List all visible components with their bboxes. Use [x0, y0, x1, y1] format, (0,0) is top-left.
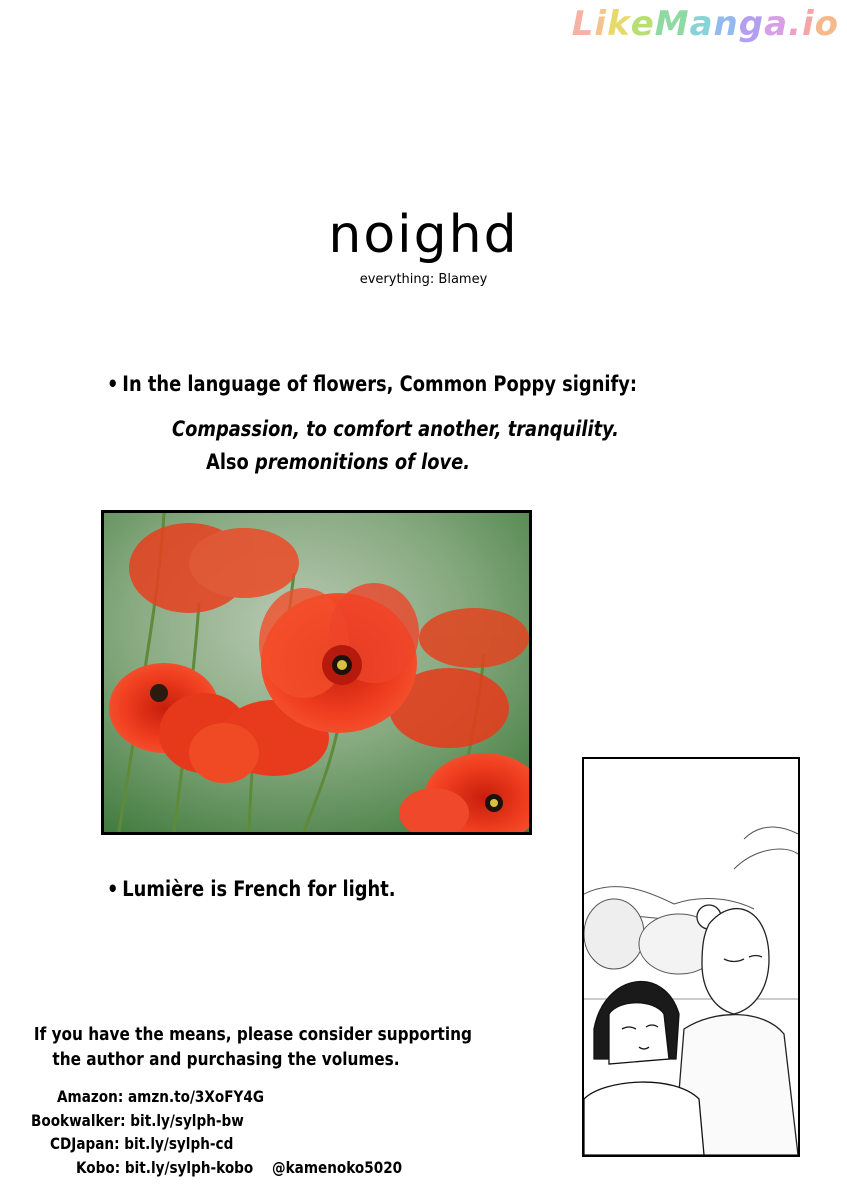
link-cdjapan[interactable]	[50, 1134, 233, 1153]
link-label: Amazon:	[57, 1087, 124, 1106]
page-title: noighd	[328, 205, 519, 265]
bullet-icon: •	[107, 372, 119, 396]
poppy-note	[107, 372, 637, 396]
watermark-letter: e	[630, 4, 655, 44]
watermark-letter: L	[571, 4, 595, 44]
poppy-meaning-1: Compassion, to comfort another, tranquility.	[172, 417, 619, 441]
site-watermark	[572, 4, 839, 44]
manga-panel-art	[584, 759, 798, 1155]
lumiere-note	[107, 877, 396, 901]
poppy-meaning-2	[206, 450, 470, 474]
watermark-letter: a	[689, 4, 714, 44]
link-label: Bookwalker:	[31, 1111, 126, 1130]
manga-panel	[582, 757, 800, 1157]
watermark-letter: M	[654, 4, 690, 44]
watermark-letter: o	[814, 4, 839, 44]
link-url[interactable]: bit.ly/sylph-cd	[124, 1134, 234, 1153]
watermark-letter: .	[788, 4, 802, 44]
poppy-photo	[101, 510, 532, 835]
link-amazon[interactable]	[57, 1087, 264, 1106]
poppy-photo-art	[104, 513, 529, 832]
link-kobo[interactable]	[76, 1158, 253, 1177]
link-label: Kobo:	[76, 1158, 121, 1177]
watermark-letter: n	[713, 4, 739, 44]
credits-subtitle: everything: Blamey	[359, 272, 488, 287]
watermark-letter: k	[607, 4, 631, 44]
support-line-2: the author and purchasing the volumes.	[52, 1049, 400, 1070]
link-url[interactable]: amzn.to/3XoFY4G	[128, 1087, 264, 1106]
poppy-note-text: In the language of flowers, Common Poppy signify:	[122, 372, 638, 396]
link-url[interactable]: bit.ly/sylph-bw	[130, 1111, 244, 1130]
lumiere-note-text: Lumière is French for light.	[122, 877, 396, 901]
link-bookwalker[interactable]	[31, 1111, 244, 1130]
support-line-1: If you have the means, please consider supporting	[33, 1024, 472, 1045]
link-url[interactable]: bit.ly/sylph-kobo	[124, 1158, 254, 1177]
watermark-letter: i	[594, 4, 608, 44]
poppy-meaning-2-prefix: Also	[206, 450, 256, 474]
bullet-icon: •	[107, 877, 119, 901]
twitter-handle[interactable]: @kamenoko5020	[272, 1158, 403, 1177]
watermark-letter: i	[801, 4, 815, 44]
poppy-meaning-2-italic: premonitions of love.	[255, 450, 471, 474]
link-label: CDJapan:	[50, 1134, 120, 1153]
watermark-letter: g	[738, 4, 765, 44]
watermark-letter: a	[764, 4, 789, 44]
